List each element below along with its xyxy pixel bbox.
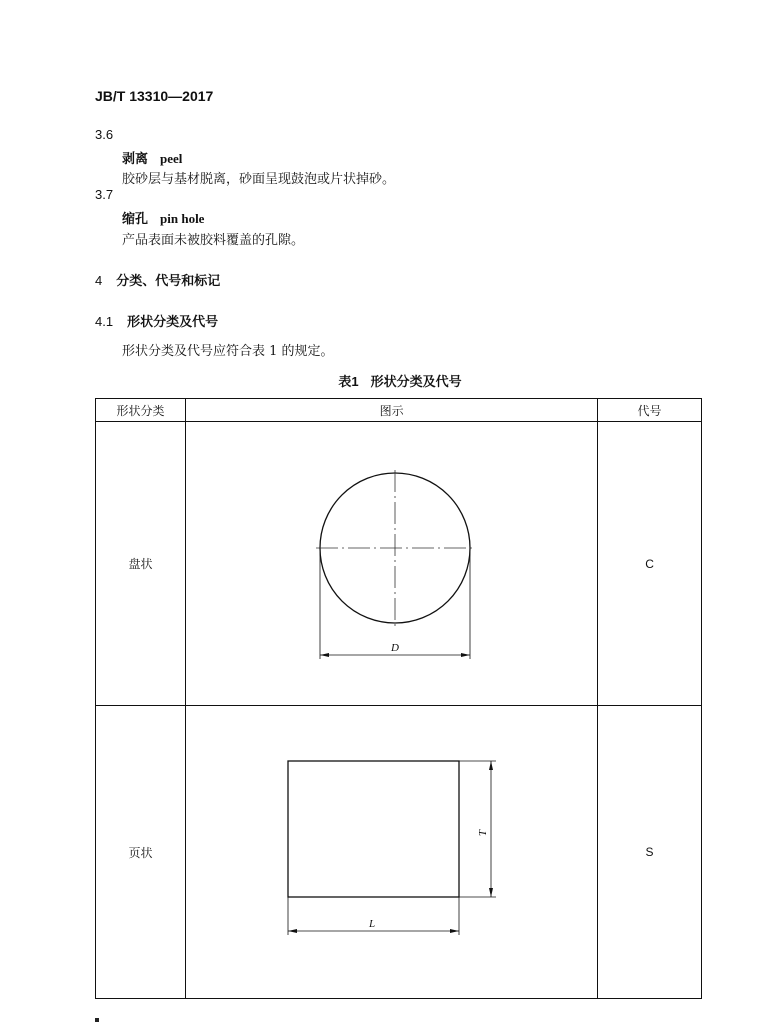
term-title xyxy=(122,208,204,227)
sheet-outline xyxy=(288,761,459,897)
clause-number: 3.6 xyxy=(95,127,114,142)
header-figure: 图示 xyxy=(186,399,598,422)
code-cell: C xyxy=(598,422,702,706)
table-row xyxy=(96,706,702,999)
sheet-diagram xyxy=(186,706,597,998)
header-code: 代号 xyxy=(598,399,702,422)
term-definition: 胶砂层与基材脱离，砂面呈现鼓泡或片状掉砂。 xyxy=(122,172,396,187)
figure-cell xyxy=(186,706,598,999)
standard-code: JB/T 13310—2017 xyxy=(95,88,214,104)
arrow-left xyxy=(288,929,297,933)
arrow-bottom xyxy=(489,888,493,897)
arrow-top xyxy=(489,761,493,770)
term-en: peel xyxy=(160,151,183,166)
shape-name-cell: 页状 xyxy=(96,706,186,999)
table-caption xyxy=(0,371,770,390)
dimension-label-l: L xyxy=(369,918,376,930)
arrow-right xyxy=(450,929,459,933)
subsection-title: 形状分类及代号 xyxy=(127,315,219,330)
table-row xyxy=(96,422,702,706)
term-title xyxy=(122,148,182,167)
arrow-right xyxy=(461,653,470,657)
table-number: 表1 xyxy=(338,374,359,389)
shape-classification-table xyxy=(95,398,702,999)
subsection-heading xyxy=(95,311,218,330)
table-header-row xyxy=(96,399,702,422)
figure-cell xyxy=(186,422,598,706)
dimension-label-t: T xyxy=(477,829,490,837)
shape-name-cell: 盘状 xyxy=(96,422,186,706)
arrow-left xyxy=(320,653,329,657)
section-title: 分类、代号和标记 xyxy=(116,274,221,289)
term-en: pin hole xyxy=(160,211,205,226)
dimension-label-d: D xyxy=(391,642,400,654)
disc-diagram xyxy=(186,422,597,705)
header-shape: 形状分类 xyxy=(96,399,186,422)
term-cn: 缩孔 xyxy=(122,212,149,227)
code-cell: S xyxy=(598,706,702,999)
subsection-number: 4.1 xyxy=(95,314,114,329)
term-cn: 剥离 xyxy=(122,152,149,167)
clause-number: 3.7 xyxy=(95,187,114,202)
term-definition: 产品表面未被胶料覆盖的孔隙。 xyxy=(122,233,305,248)
section-heading xyxy=(95,270,220,289)
page-edge-mark xyxy=(95,1018,99,1022)
section-number: 4 xyxy=(95,273,103,288)
table-title: 形状分类及代号 xyxy=(370,375,462,390)
body-paragraph: 形状分类及代号应符合表 1 的规定。 xyxy=(122,344,334,359)
